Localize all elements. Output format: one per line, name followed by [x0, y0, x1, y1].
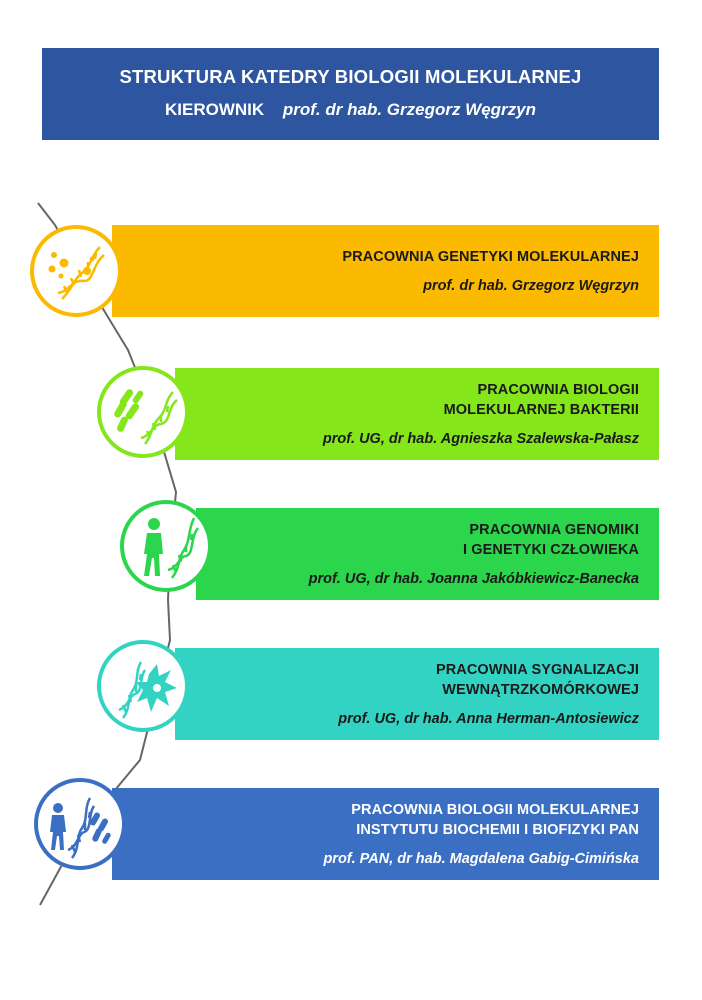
lab-circle-signaling [97, 640, 189, 732]
lab-head: prof. dr hab. Grzegorz Węgrzyn [423, 277, 639, 294]
cell-dna-icon [101, 644, 185, 728]
lab-head: prof. UG, dr hab. Agnieszka Szalewska-Pałasz [322, 430, 639, 447]
lab-circle-genomics [120, 500, 212, 592]
head-label: KIEROWNIK [164, 100, 265, 119]
dna-with-dots-icon [34, 229, 118, 313]
lab-name: PRACOWNIA GENETYKI MOLEKULARNEJ [342, 248, 639, 265]
lab-band-genomics [196, 508, 659, 600]
lab-name-line2: WEWNĄTRZKOMÓRKOWEJ [442, 681, 639, 698]
lab-head: prof. PAN, dr hab. Magdalena Gabig-Cimińska [323, 850, 639, 867]
lab-name-line2: INSTYTUTU BIOCHEMII I BIOFIZYKI PAN [356, 821, 639, 838]
lab-circle-genetics [30, 225, 122, 317]
person-dna-icon [124, 504, 208, 588]
page-title: STRUKTURA KATEDRY BIOLOGII MOLEKULARNEJ [119, 66, 582, 87]
lab-band-bacteria [175, 368, 659, 460]
lab-head: prof. UG, dr hab. Joanna Jakóbkiewicz-Banecka [308, 570, 639, 587]
person-dna-bacteria-icon [38, 782, 122, 866]
lab-name-line2: MOLEKULARNEJ BAKTERII [443, 401, 639, 418]
lab-name-line1: PRACOWNIA SYGNALIZACJI [435, 661, 639, 678]
lab-band-signaling [175, 648, 659, 740]
lab-circle-bacteria [97, 366, 189, 458]
lab-band-genetics [112, 225, 659, 317]
lab-name-line1: PRACOWNIA BIOLOGII MOLEKULARNEJ [351, 801, 639, 818]
lab-head: prof. UG, dr hab. Anna Herman-Antosiewicz [338, 710, 639, 727]
head-name: prof. dr hab. Grzegorz Węgrzyn [282, 100, 537, 119]
lab-name-line1: PRACOWNIA GENOMIKI [469, 521, 639, 538]
lab-name-line2: I GENETYKI CZŁOWIEKA [463, 541, 639, 558]
lab-circle-ibb-pan [34, 778, 126, 870]
bacteria-dna-icon [101, 370, 185, 454]
lab-name-line1: PRACOWNIA BIOLOGII [477, 381, 639, 398]
lab-band-ibb-pan [112, 788, 659, 880]
